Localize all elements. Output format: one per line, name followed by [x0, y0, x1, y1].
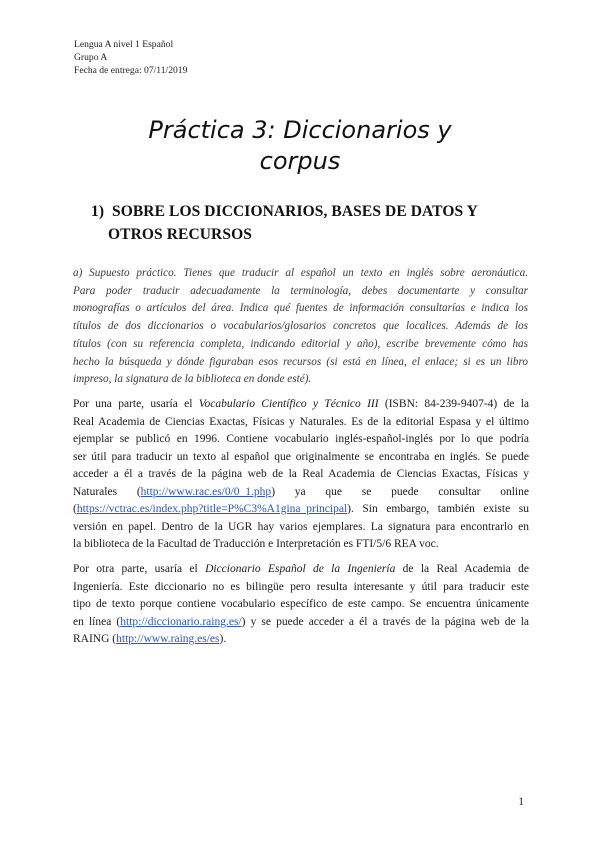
exercise-prompt — [73, 265, 528, 389]
para1-line: Real Academia de Ciencias Exactas, Físicas y Naturales. Es de la editorial Espasa y el último — [73, 415, 529, 428]
header-course: Lengua A nivel 1 Español — [74, 39, 174, 50]
para2-text: ) y se puede acceder a él a través de la página web de la — [241, 615, 529, 628]
header-group: Grupo A — [74, 52, 108, 63]
prompt-line: Para poder traducir adecuadamente la terminología, debes documentarte y consultar — [73, 284, 528, 297]
section-number: 1) — [91, 203, 105, 220]
para1-line — [73, 396, 529, 414]
document-header — [74, 38, 187, 77]
section-heading — [91, 200, 521, 246]
para1-text: (ISBN: 84-239-9407-4) de la — [378, 398, 529, 410]
para1-line: versión en papel. Dentro de la UGR hay varios ejemplares. La signatura para encontrarlo en — [73, 520, 529, 533]
prompt-line: títulos (con su referencia completa, indicando editorial y año), escribe brevemente cómo has — [73, 337, 528, 350]
para2-text: en línea ( — [73, 615, 121, 628]
vctrac-link[interactable]: https://vctrac.es/index.php?title=P%C3%A1gina_principal — [76, 503, 348, 515]
page-number: 1 — [518, 796, 524, 808]
para1-text: ) ya que se puede consultar online — [271, 485, 529, 498]
para1-line: ser útil para traducir un texto al español que originalmente se encontraba en inglés. Se puede — [73, 450, 529, 463]
page-title — [60, 115, 540, 177]
rac-link[interactable]: http://www.rac.es/0/0_1.php — [140, 485, 272, 498]
para2-text: Por otra parte, usaría el — [73, 563, 206, 575]
diccionario-raing-link[interactable]: http://diccionario.raing.es/ — [120, 615, 242, 628]
prompt-line: hecho la búsqueda y dónde figuraban esos recursos (si está en línea, el enlace; si es un libro — [73, 355, 528, 368]
para2-line — [73, 561, 529, 579]
answer-paragraph-1 — [73, 396, 529, 554]
para2-line: tipo de texto porque contiene vocabulario específico de este campo. Se encuentra únicamente — [73, 598, 529, 610]
prompt-line: a) Supuesto práctico. Tienes que traducir al español un texto en inglés sobre aeronáutica. — [73, 267, 528, 279]
prompt-line: impreso, la signatura de la biblioteca en donde esté). — [73, 373, 312, 386]
diccionario-title: Diccionario Español de la Ingeniería — [205, 563, 396, 575]
prompt-line: títulos de dos diccionarios o vocabularios/glosarios concretos que localices. Además de los — [73, 320, 528, 333]
section-heading-line-2: OTROS RECURSOS — [108, 226, 252, 243]
para1-line: acceder a él a través de la página web de la Real Academia de Ciencias Exactas, Físicas y — [73, 468, 529, 480]
header-due-date: Fecha de entrega: 07/11/2019 — [74, 65, 188, 76]
para1-line: la biblioteca de la Facultad de Traducción e Interpretación es FTI/5/6 REA voc. — [73, 538, 439, 550]
para1-text: Naturales ( — [73, 485, 141, 498]
para2-line: Ingeniería. Este diccionario no es bilingüe pero resulta interesante y útil para traducir este — [73, 580, 529, 593]
title-line-2: corpus — [259, 147, 341, 175]
title-line-1: Práctica 3: Diccionarios y — [148, 116, 452, 144]
answer-paragraph-2 — [73, 561, 529, 649]
raing-link[interactable]: http://www.raing.es/es — [116, 633, 220, 645]
para2-text: ). — [219, 633, 227, 645]
para2-line — [73, 631, 529, 649]
para1-text: ). Sin embargo, también existe su — [347, 503, 529, 515]
para1-text: Por una parte, usaría el — [73, 398, 199, 410]
para2-line — [73, 614, 529, 632]
prompt-line: monografías o artículos del área. Indica qué fuentes de información consultarías e indica los — [73, 302, 528, 315]
vocabulario-title: Vocabulario Científico y Técnico III — [198, 398, 379, 410]
para1-line — [73, 501, 529, 519]
section-heading-line-1: SOBRE LOS DICCIONARIOS, BASES DE DATOS Y — [111, 203, 478, 220]
para1-text: ( — [73, 503, 77, 515]
para2-text: RAING ( — [73, 633, 117, 645]
para1-line — [73, 484, 529, 502]
para2-text: de la Real Academia de — [395, 563, 529, 575]
para1-line: ejemplar se publicó en 1996. Contiene vocabulario inglés-español-inglés por lo que podría — [73, 433, 529, 445]
